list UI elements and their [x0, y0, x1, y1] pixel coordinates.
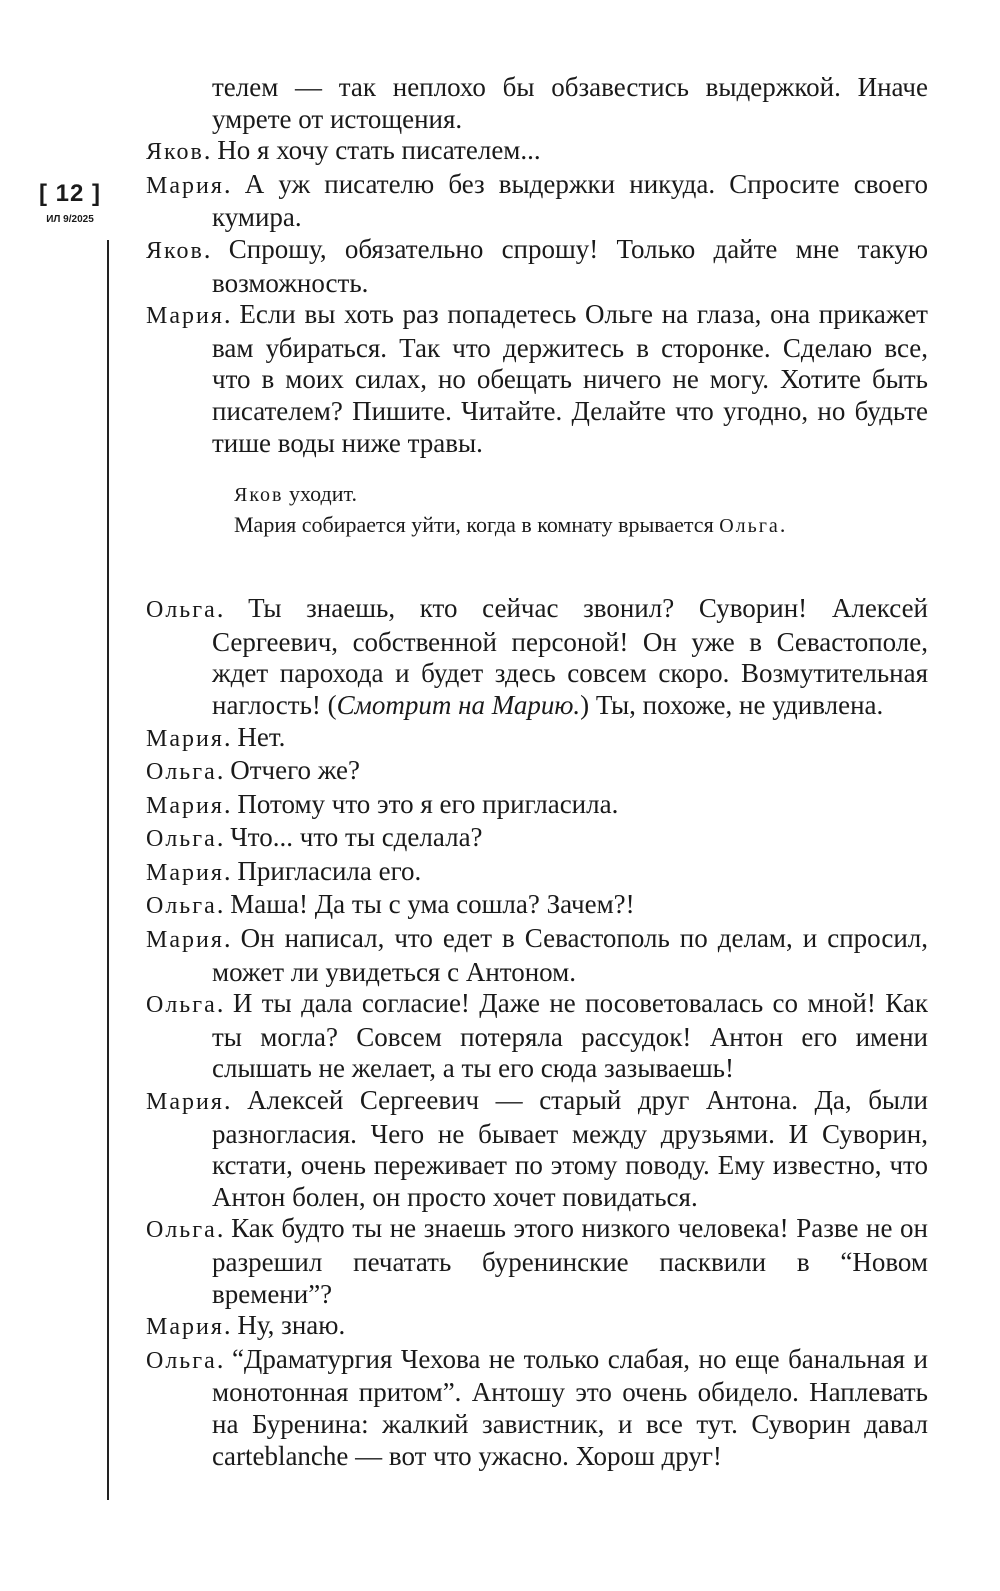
dialogue-block-1: [146, 135, 928, 459]
line-text: . Если вы хоть раз попадетесь Ольге на глаза, она прикажет вам убираться. Так что держитесь в сторонке. Сделаю все, что в моих силах, но обещать ничего не могу. Хотите быть писателем? Пишите. Читайте. Делайте что угодно, но будьте тише воды ниже травы.: [212, 299, 928, 458]
speaker-name: Ольга: [146, 1347, 217, 1374]
play-text: [146, 72, 928, 1472]
speaker-name: Мария: [146, 725, 224, 752]
line-text: . Но я хочу стать писателем...: [203, 135, 541, 166]
stage-direction: [234, 479, 928, 541]
dialogue-line: [146, 822, 928, 856]
issue-label: ИЛ 9/2025: [46, 214, 94, 225]
line-text: . И ты дала согласие! Даже не посоветовалась со мной! Как ты могла? Совсем потеряла рассудок! Антон его имени слышать не желает, а ты его сюда зазываешь!: [212, 988, 928, 1084]
line-text: . Нет.: [223, 721, 286, 752]
dialogue-line: [146, 1344, 928, 1472]
speaker-name: Ольга: [146, 893, 217, 920]
line-text: . Спрошу, обязательно спрошу! Только дайте мне такую возможность.: [203, 233, 928, 298]
line-text: . Алексей Сергеевич — старый друг Антона. Да, были разногласия. Чего не бывает между друзьями. И Суворин, кстати, очень переживает по этому поводу. Ему известно, что Антон болен, он просто хочет повидаться.: [212, 1085, 928, 1212]
stage-direction-line: [234, 479, 928, 510]
stage-direction-text: .: [779, 512, 786, 538]
dialogue-line: [146, 169, 928, 234]
dialogue-line: [146, 299, 928, 459]
dialogue-line: [146, 988, 928, 1085]
speaker-name: Яков: [146, 139, 204, 166]
dialogue-line: [146, 789, 928, 823]
line-text: . А уж писателю без выдержки никуда. Спросите своего кумира.: [212, 168, 928, 233]
speaker-name: Мария: [146, 927, 224, 954]
line-text: . Ты знаешь, кто сейчас звонил? Суворин! Алексей Сергеевич, собственной персоной! Он уже в Севастополе, ждет парохода и будет здесь совсем скоро. Возмутительная наглость! (: [212, 593, 928, 720]
speaker-name: Ольга: [146, 1217, 217, 1244]
line-text: . “Драматургия Чехова не только слабая, но еще банальная и монотонная притом”. Антошу это очень обидело. Наплевать на Буренина: жалкий завистник, и все тут. Суворин давал carteblanche — вот что ужасно. Хорош друг!: [212, 1343, 928, 1471]
stage-remark: Смотрит на Марию.: [336, 689, 581, 720]
dialogue-line: [146, 722, 928, 756]
dialogue-line: [146, 856, 928, 890]
dialogue-line: [146, 1310, 928, 1344]
speaker-name: Мария: [146, 303, 224, 330]
dialogue-line: [146, 593, 928, 721]
speaker-name: Ольга: [719, 515, 780, 538]
speaker-name: Яков: [234, 484, 284, 507]
dialogue-line: [146, 755, 928, 789]
stage-direction-line: [234, 510, 928, 541]
speaker-name: Ольга: [146, 826, 217, 853]
stage-direction-text: уходит.: [283, 481, 357, 507]
dialogue-line: [146, 889, 928, 923]
dialogue-line: [146, 923, 928, 988]
speaker-name: Ольга: [146, 759, 217, 786]
continuation-line: телем — так неплохо бы обзавестись выдержкой. Иначе умрете от истощения.: [212, 72, 928, 134]
speaker-name: Яков: [146, 237, 204, 264]
line-text: . Маша! Да ты с ума сошла? Зачем?!: [216, 889, 635, 920]
dialogue-line: [146, 135, 928, 169]
speaker-name: Мария: [146, 792, 224, 819]
line-text: . Потому что это я его пригласила.: [223, 788, 619, 819]
speaker-name: Мария: [146, 859, 224, 886]
margin-column: [30, 180, 110, 225]
dialogue-line: [146, 1085, 928, 1213]
dialogue-block-2: [146, 722, 928, 1473]
dialogue-line: [146, 234, 928, 299]
speaker-name: Ольга: [146, 992, 217, 1019]
stage-direction-text: Мария собирается уйти, когда в комнату врывается: [234, 512, 720, 538]
speaker-name: Мария: [146, 1314, 224, 1341]
speaker-name: Ольга: [146, 597, 217, 624]
page-number: [ 12 ]: [38, 180, 101, 207]
speaker-name: Мария: [146, 1089, 224, 1116]
line-text: ) Ты, похоже, не удивлена.: [580, 689, 884, 720]
margin-rule: [107, 240, 109, 1500]
line-text: . Отчего же?: [216, 755, 361, 786]
line-text: . Что... что ты сделала?: [216, 822, 483, 853]
line-text: . Как будто ты не знаешь этого низкого человека! Разве не он разрешил печатать буренинские пасквили в “Новом времени”?: [212, 1213, 928, 1309]
line-text: . Ну, знаю.: [223, 1310, 346, 1341]
line-text: . Он написал, что едет в Севастополь по делам, и спросил, может ли увидеться с Антоном.: [212, 923, 928, 987]
speaker-name: Мария: [146, 172, 224, 199]
dialogue-line: [146, 1213, 928, 1310]
line-text: . Пригласила его.: [223, 855, 422, 886]
